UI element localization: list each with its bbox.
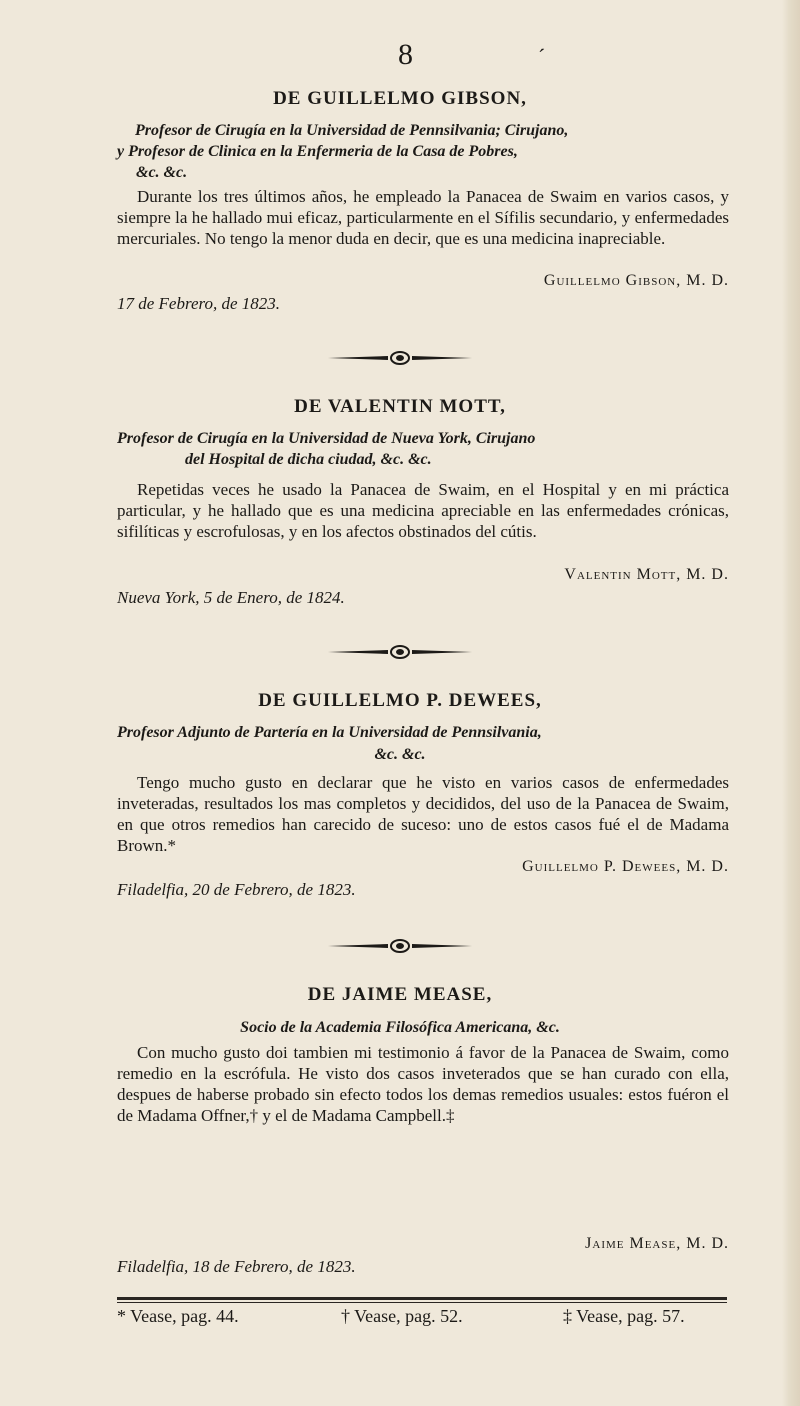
signature: Jaime Mease, M. D. bbox=[585, 1235, 729, 1252]
footnote-rule-thin bbox=[117, 1302, 727, 1303]
divider-ornament bbox=[300, 645, 500, 659]
testimonial-body: Durante los tres últimos años, he empleado la Panacea de Swaim en varios casos, y siempre la he hallado mui eficaz, particularmente en el Sífilis secundario, y enfermedades mercuriales. No tengo la menor duda en decir, que es una medicina inapreciable. bbox=[117, 187, 729, 248]
footnote: † Vease, pag. 52. bbox=[341, 1306, 463, 1326]
footnote-rule bbox=[117, 1297, 727, 1300]
section-title-line: Socio de la Academia Filosófica Americana, &c. bbox=[240, 1019, 560, 1036]
section-title-line: Profesor de Cirugía en la Universidad de Pennsilvania; Cirujano, bbox=[135, 122, 569, 139]
dateline: Filadelfia, 18 de Febrero, de 1823. bbox=[117, 1257, 356, 1276]
section-title-line: del Hospital de dicha ciudad, &c. &c. bbox=[185, 451, 432, 468]
signature: Guillelmo P. Dewees, M. D. bbox=[522, 858, 729, 875]
footnote: ‡ Vease, pag. 57. bbox=[563, 1306, 685, 1326]
section-heading-mease: DE JAIME MEASE, bbox=[307, 984, 493, 1005]
signature: Guillelmo Gibson, M. D. bbox=[543, 272, 729, 289]
section-title-line: &c. &c. bbox=[136, 164, 188, 181]
signature: Valentin Mott, M. D. bbox=[564, 566, 729, 583]
divider-ornament bbox=[300, 351, 500, 365]
testimonial-body: Tengo mucho gusto en declarar que he visto en varios casos de enfermedades inveteradas, resultados los mas completos y decididos, del uso de la Panacea de Swaim, en que otros remedios han carecido de suceso: uno de estos casos fué el de Madama Brown.* bbox=[117, 773, 729, 855]
testimonial-body: Con mucho gusto doi tambien mi testimonio á favor de la Panacea de Swaim, como remedio en la escrófula. He visto dos casos inveterados que se han curado con ella, despues de haberse probado sin efecto todos los demas remedios usuales: estos fuéron el de Madama Offner,† y el de Madama Campbell.‡ bbox=[117, 1043, 729, 1125]
section-heading-mott: DE VALENTIN MOTT, bbox=[294, 396, 506, 417]
dateline: Filadelfia, 20 de Febrero, de 1823. bbox=[117, 880, 356, 899]
margin-mark: ´ bbox=[538, 44, 546, 69]
section-heading-dewees: DE GUILLELMO P. DEWEES, bbox=[258, 690, 542, 711]
section-title-line: Profesor Adjunto de Partería en la Universidad de Pennsilvania, bbox=[117, 724, 542, 741]
divider-ornament bbox=[300, 939, 500, 953]
section-title-line: &c. &c. bbox=[374, 746, 426, 763]
page-number: 8 bbox=[398, 38, 413, 71]
footnote: * Vease, pag. 44. bbox=[117, 1306, 239, 1326]
section-title-line: y Profesor de Clinica en la Enfermeria de la Casa de Pobres, bbox=[117, 143, 518, 160]
section-title-line: Profesor de Cirugía en la Universidad de Nueva York, Cirujano bbox=[117, 430, 536, 447]
testimonial-body: Repetidas veces he usado la Panacea de Swaim, en el Hospital y en mi práctica particular, y he hallado que es una medicina apreciable en las enfermedades crónicas, sifilíticas y escrofulosas, y en los afectos obstinados del cútis. bbox=[117, 480, 729, 541]
dateline: 17 de Febrero, de 1823. bbox=[117, 294, 281, 313]
section-heading-gibson: DE GUILLELMO GIBSON, bbox=[273, 88, 527, 109]
dateline: Nueva York, 5 de Enero, de 1824. bbox=[117, 588, 345, 607]
